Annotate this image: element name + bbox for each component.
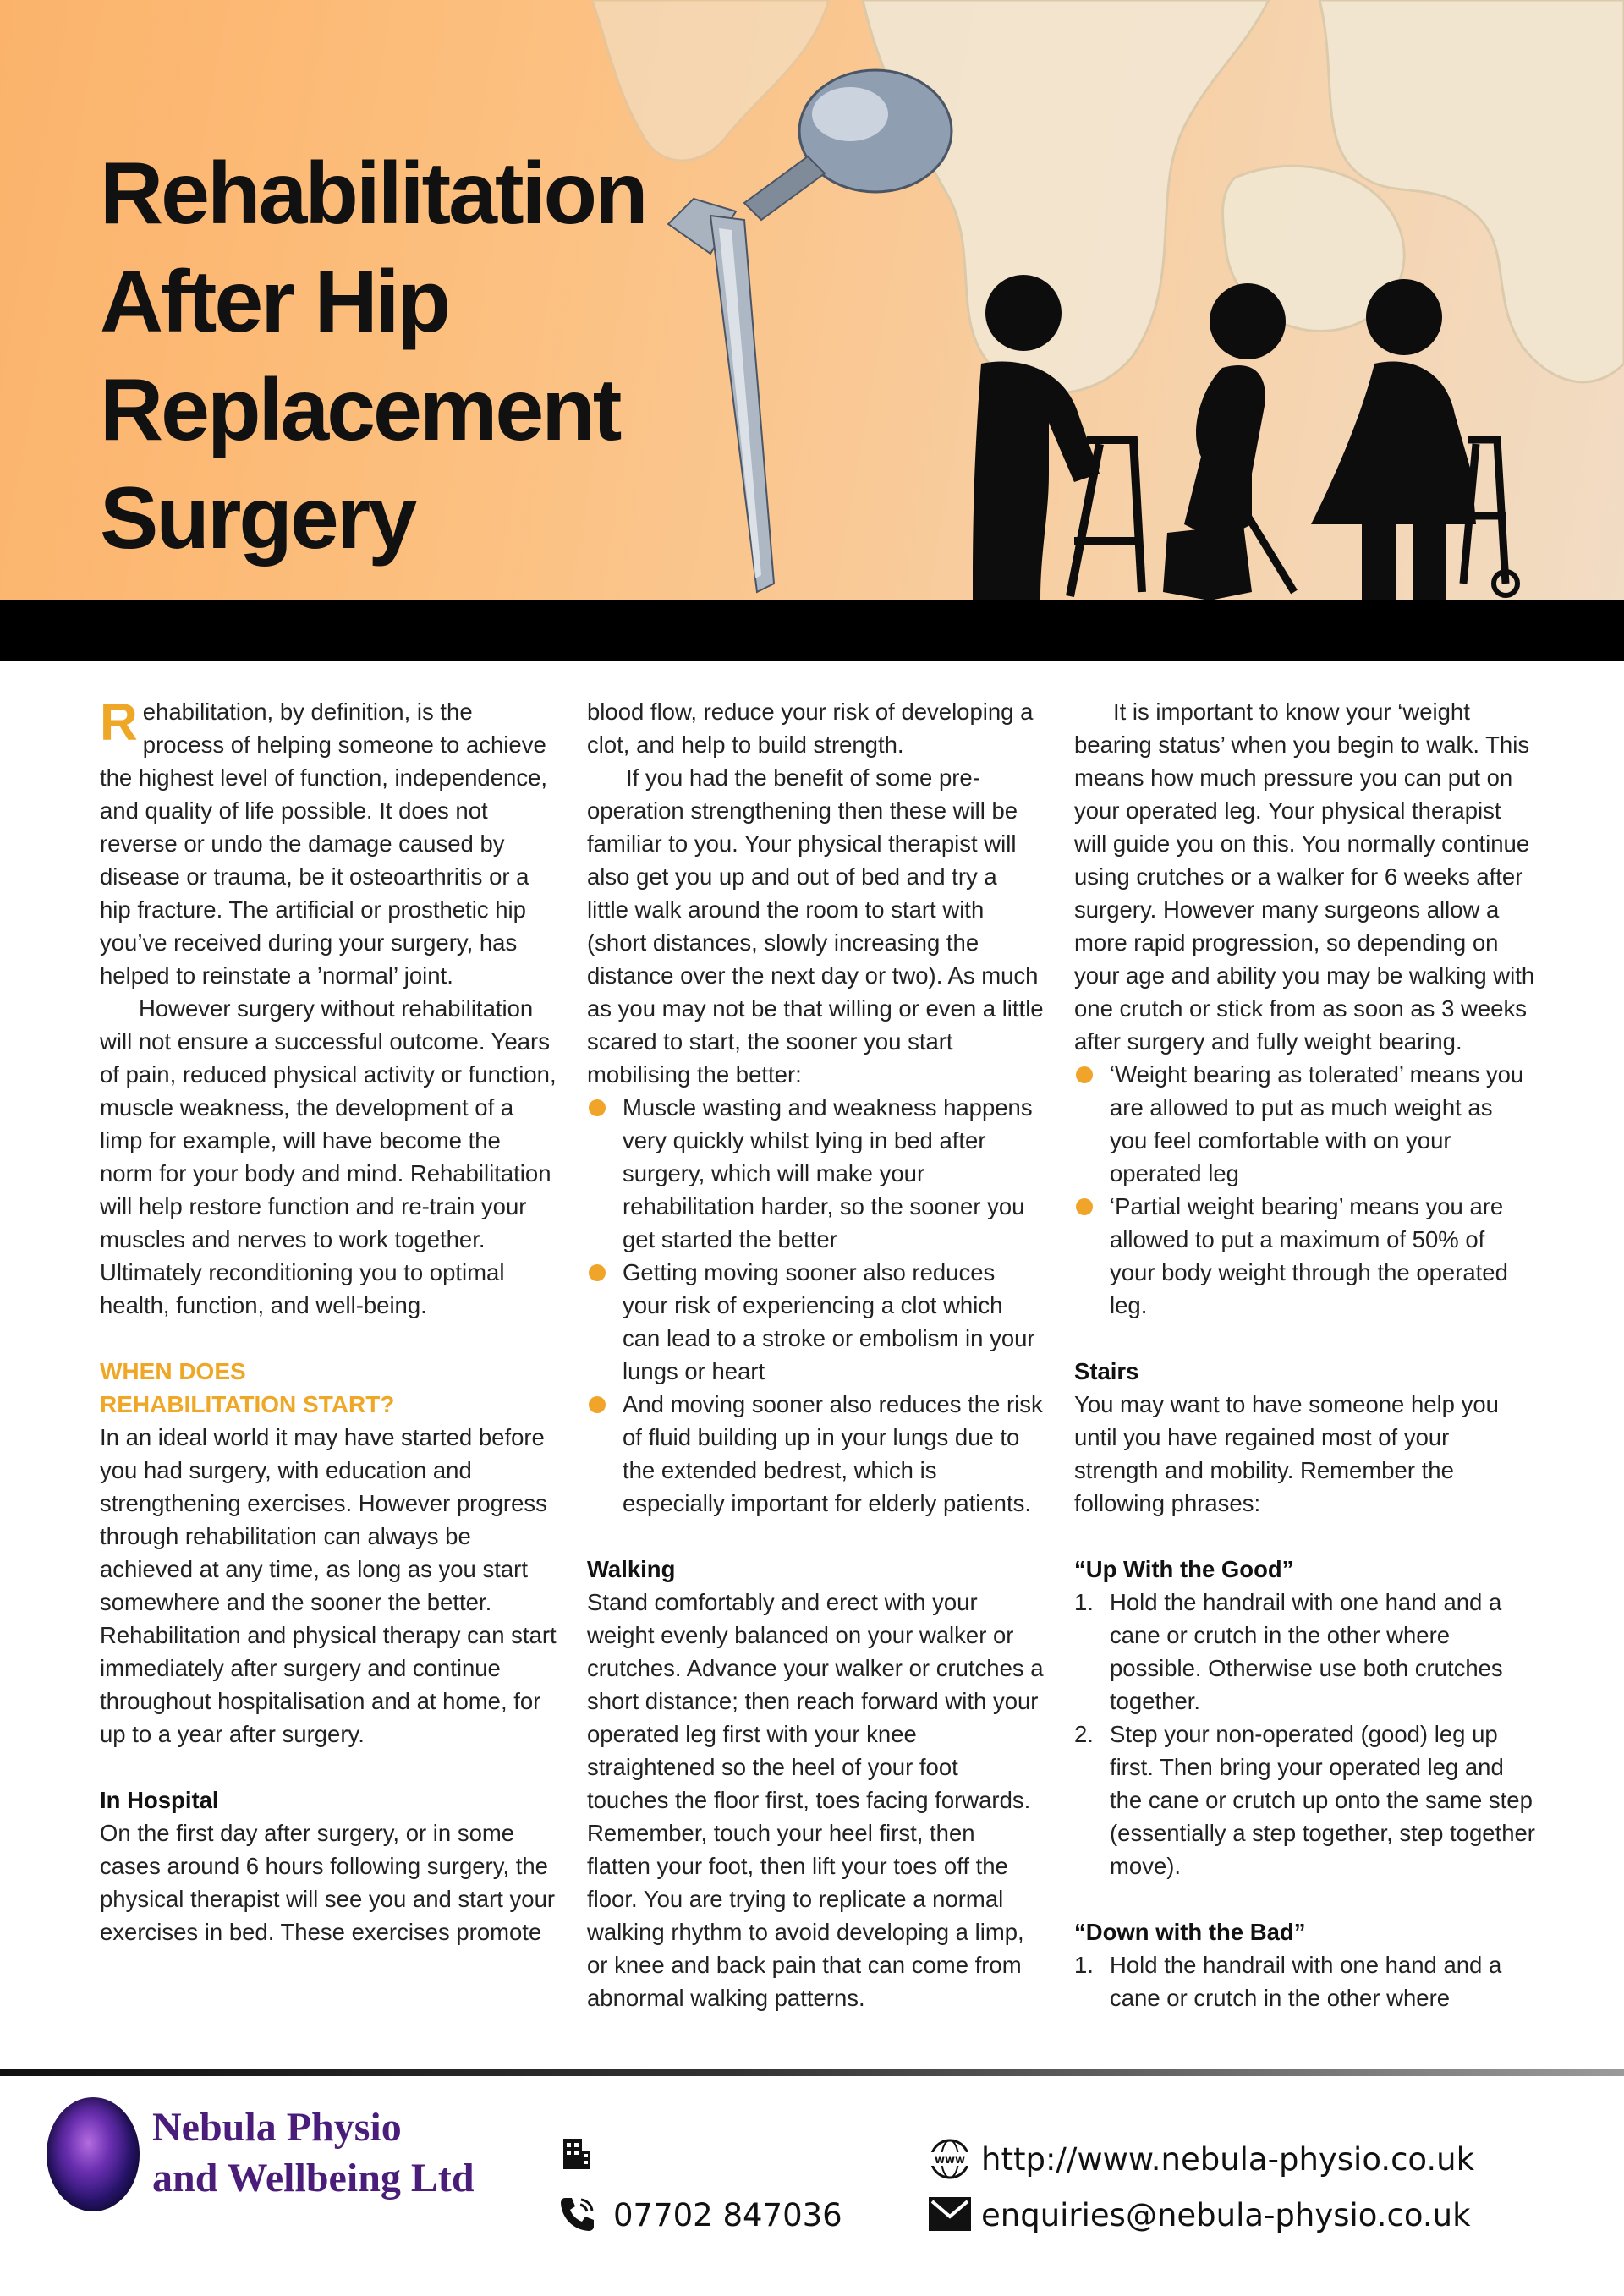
section-heading-rehab-start [100,1355,557,1421]
list-text: Hold the handrail with one hand and a cane or crutch in the other where possible. Otherwise use both crutches together. [1110,1589,1503,1714]
building-icon [560,2135,594,2173]
numbered-list [1074,1948,1535,2014]
list-item [1074,1586,1535,1718]
list-text: Step your non-operated (good) leg up first. Then bring your operated leg and the cane or crutch up onto the same step (essentially a step together, step together move). [1110,1721,1535,1879]
title-line-4: Surgery [100,469,415,567]
bullet-list [587,1091,1044,1520]
footer-divider [0,2069,1624,2076]
list-number: 1. [1074,1952,1094,1978]
intro-text: ehabilitation, by definition, is the process of helping someone to achieve the highest level of function, independence, and quality of life possible. It does not reverse or undo the damage caused by disease or trauma, be it osteoarthritis or a hip fracture. The artificial or prosthetic hip you’ve received during your surgery, has helped to reinstate a ’normal’ joint. [100,699,547,989]
page-title [100,140,646,573]
numbered-list [1074,1586,1535,1882]
paragraph: In an ideal world it may have started before you had surgery, with education and strengthening exercises. However progress through rehabilitation can always be achieved at any time, as long as you start somewhere and the sooner the better. Rehabilitation and physical therapy can start immediately after surgery and continue throughout hospitalisation and at home, for up to a year after surgery. [100,1424,557,1747]
email-link[interactable]: enquiries@nebula-physio.co.uk [981,2197,1471,2233]
paragraph: It is important to know your ‘weight bearing status’ when you begin to walk. This means how much pressure you can put on your operated leg. Your physical therapist will guide you on this. You normally continue using crutches or a walker for 6 weeks after surgery. However many surgeons allow a more rapid progression, so depending on your age and ability you may be walking with one crutch or stick from as soon as 3 weeks after surgery and fully weight bearing. [1074,699,1535,1055]
list-item [1074,1948,1535,2014]
subheading-stairs: Stairs [1074,1358,1139,1384]
heading-line-1: WHEN DOES [100,1358,246,1384]
paragraph: blood flow, reduce your risk of developing a clot, and help to build strength. [587,699,1034,758]
subheading-up-with-the-good: “Up With the Good” [1074,1556,1294,1582]
paragraph: If you had the benefit of some pre-operation strengthening then these will be familiar to you. Your physical therapist will also get you up and out of bed and try a little walk around the room to start with (short distances, slowly increasing the distance over the next day or two). As much as you may not be that willing or even a little scared to start, the sooner you start mobilising the better: [587,764,1044,1088]
list-item: ‘Weight bearing as tolerated’ means you are allowed to put as much weight as you feel comfortable with on your operated leg [1074,1058,1535,1190]
dropcap: R [100,693,138,752]
title-line-3: Replacement [100,361,620,459]
article-column-3 [1074,695,1535,2014]
email-icon [926,2195,974,2233]
paragraph: On the first day after surgery, or in some cases around 6 hours following surgery, the physical therapist will see you and start your exercises in bed. These exercises promote [100,1820,556,1945]
paragraph: You may want to have someone help you until you have regained most of your strength and mobility. Remember the following phrases: [1074,1391,1499,1516]
paragraph: However surgery without rehabilitation will not ensure a successful outcome. Years of pain, reduced physical activity or function, muscle weakness, the development of a limp for example, will have become the norm for your body and mind. Rehabilitation will help restore function and re-train your muscles and nerves to work together. Ultimately reconditioning you to optimal health, function, and well-being. [100,995,557,1318]
logo-line-2: and Wellbeing Ltd [152,2156,475,2200]
article-column-2 [587,695,1044,2014]
list-text: Hold the handrail with one hand and a cane or crutch in the other where [1110,1952,1502,2011]
subheading-in-hospital: In Hospital [100,1787,219,1813]
hero-banner [0,0,1624,600]
globe-www-icon [926,2138,974,2180]
subheading-down-with-the-bad: “Down with the Bad” [1074,1919,1306,1945]
title-line-1: Rehabilitation [100,145,646,243]
list-item: ‘Partial weight bearing’ means you are allowed to put a maximum of 50% of your body weight through the operated leg. [1074,1190,1535,1322]
title-line-2: After Hip [100,253,449,351]
company-logo-text [152,2102,475,2204]
phone-number[interactable]: 07702 847036 [613,2197,842,2233]
www-icon-label: www [934,2154,966,2167]
phone-icon [558,2195,597,2233]
heading-line-2: REHABILITATION START? [100,1391,395,1417]
list-item: Getting moving sooner also reduces your risk of experiencing a clot which can lead to a stroke or embolism in your lungs or heart [587,1256,1044,1388]
subheading-walking: Walking [587,1556,676,1582]
logo-line-1: Nebula Physio [152,2105,402,2150]
article-column-1 [100,695,557,1948]
nebula-logo-icon [47,2097,140,2211]
list-item [1074,1718,1535,1882]
intro-paragraph [100,695,557,992]
list-item: Muscle wasting and weakness happens very quickly whilst lying in bed after surgery, which will make your rehabilitation harder, so the sooner you get started the better [587,1091,1044,1256]
paragraph: Stand comfortably and erect with your weight evenly balanced on your walker or crutches. Advance your walker or crutches a short distance; then reach forward with your operated leg first with your knee straightened so the heel of your foot touches the floor first, toes facing forwards. Remember, touch your heel first, then flatten your foot, then lift your toes off the floor. You are trying to replicate a normal walking rhythm to avoid developing a limp, or knee and back pain that can come from abnormal walking patterns. [587,1589,1044,2011]
bullet-list [1074,1058,1535,1322]
website-link[interactable]: http://www.nebula-physio.co.uk [981,2141,1475,2178]
list-number: 2. [1074,1721,1094,1747]
list-number: 1. [1074,1589,1094,1615]
crutch-figure-icon [1163,283,1294,600]
list-item: And moving sooner also reduces the risk of fluid building up in your lungs due to the extended bedrest, which is especially important for elderly patients. [587,1388,1044,1520]
header-band [0,600,1624,661]
